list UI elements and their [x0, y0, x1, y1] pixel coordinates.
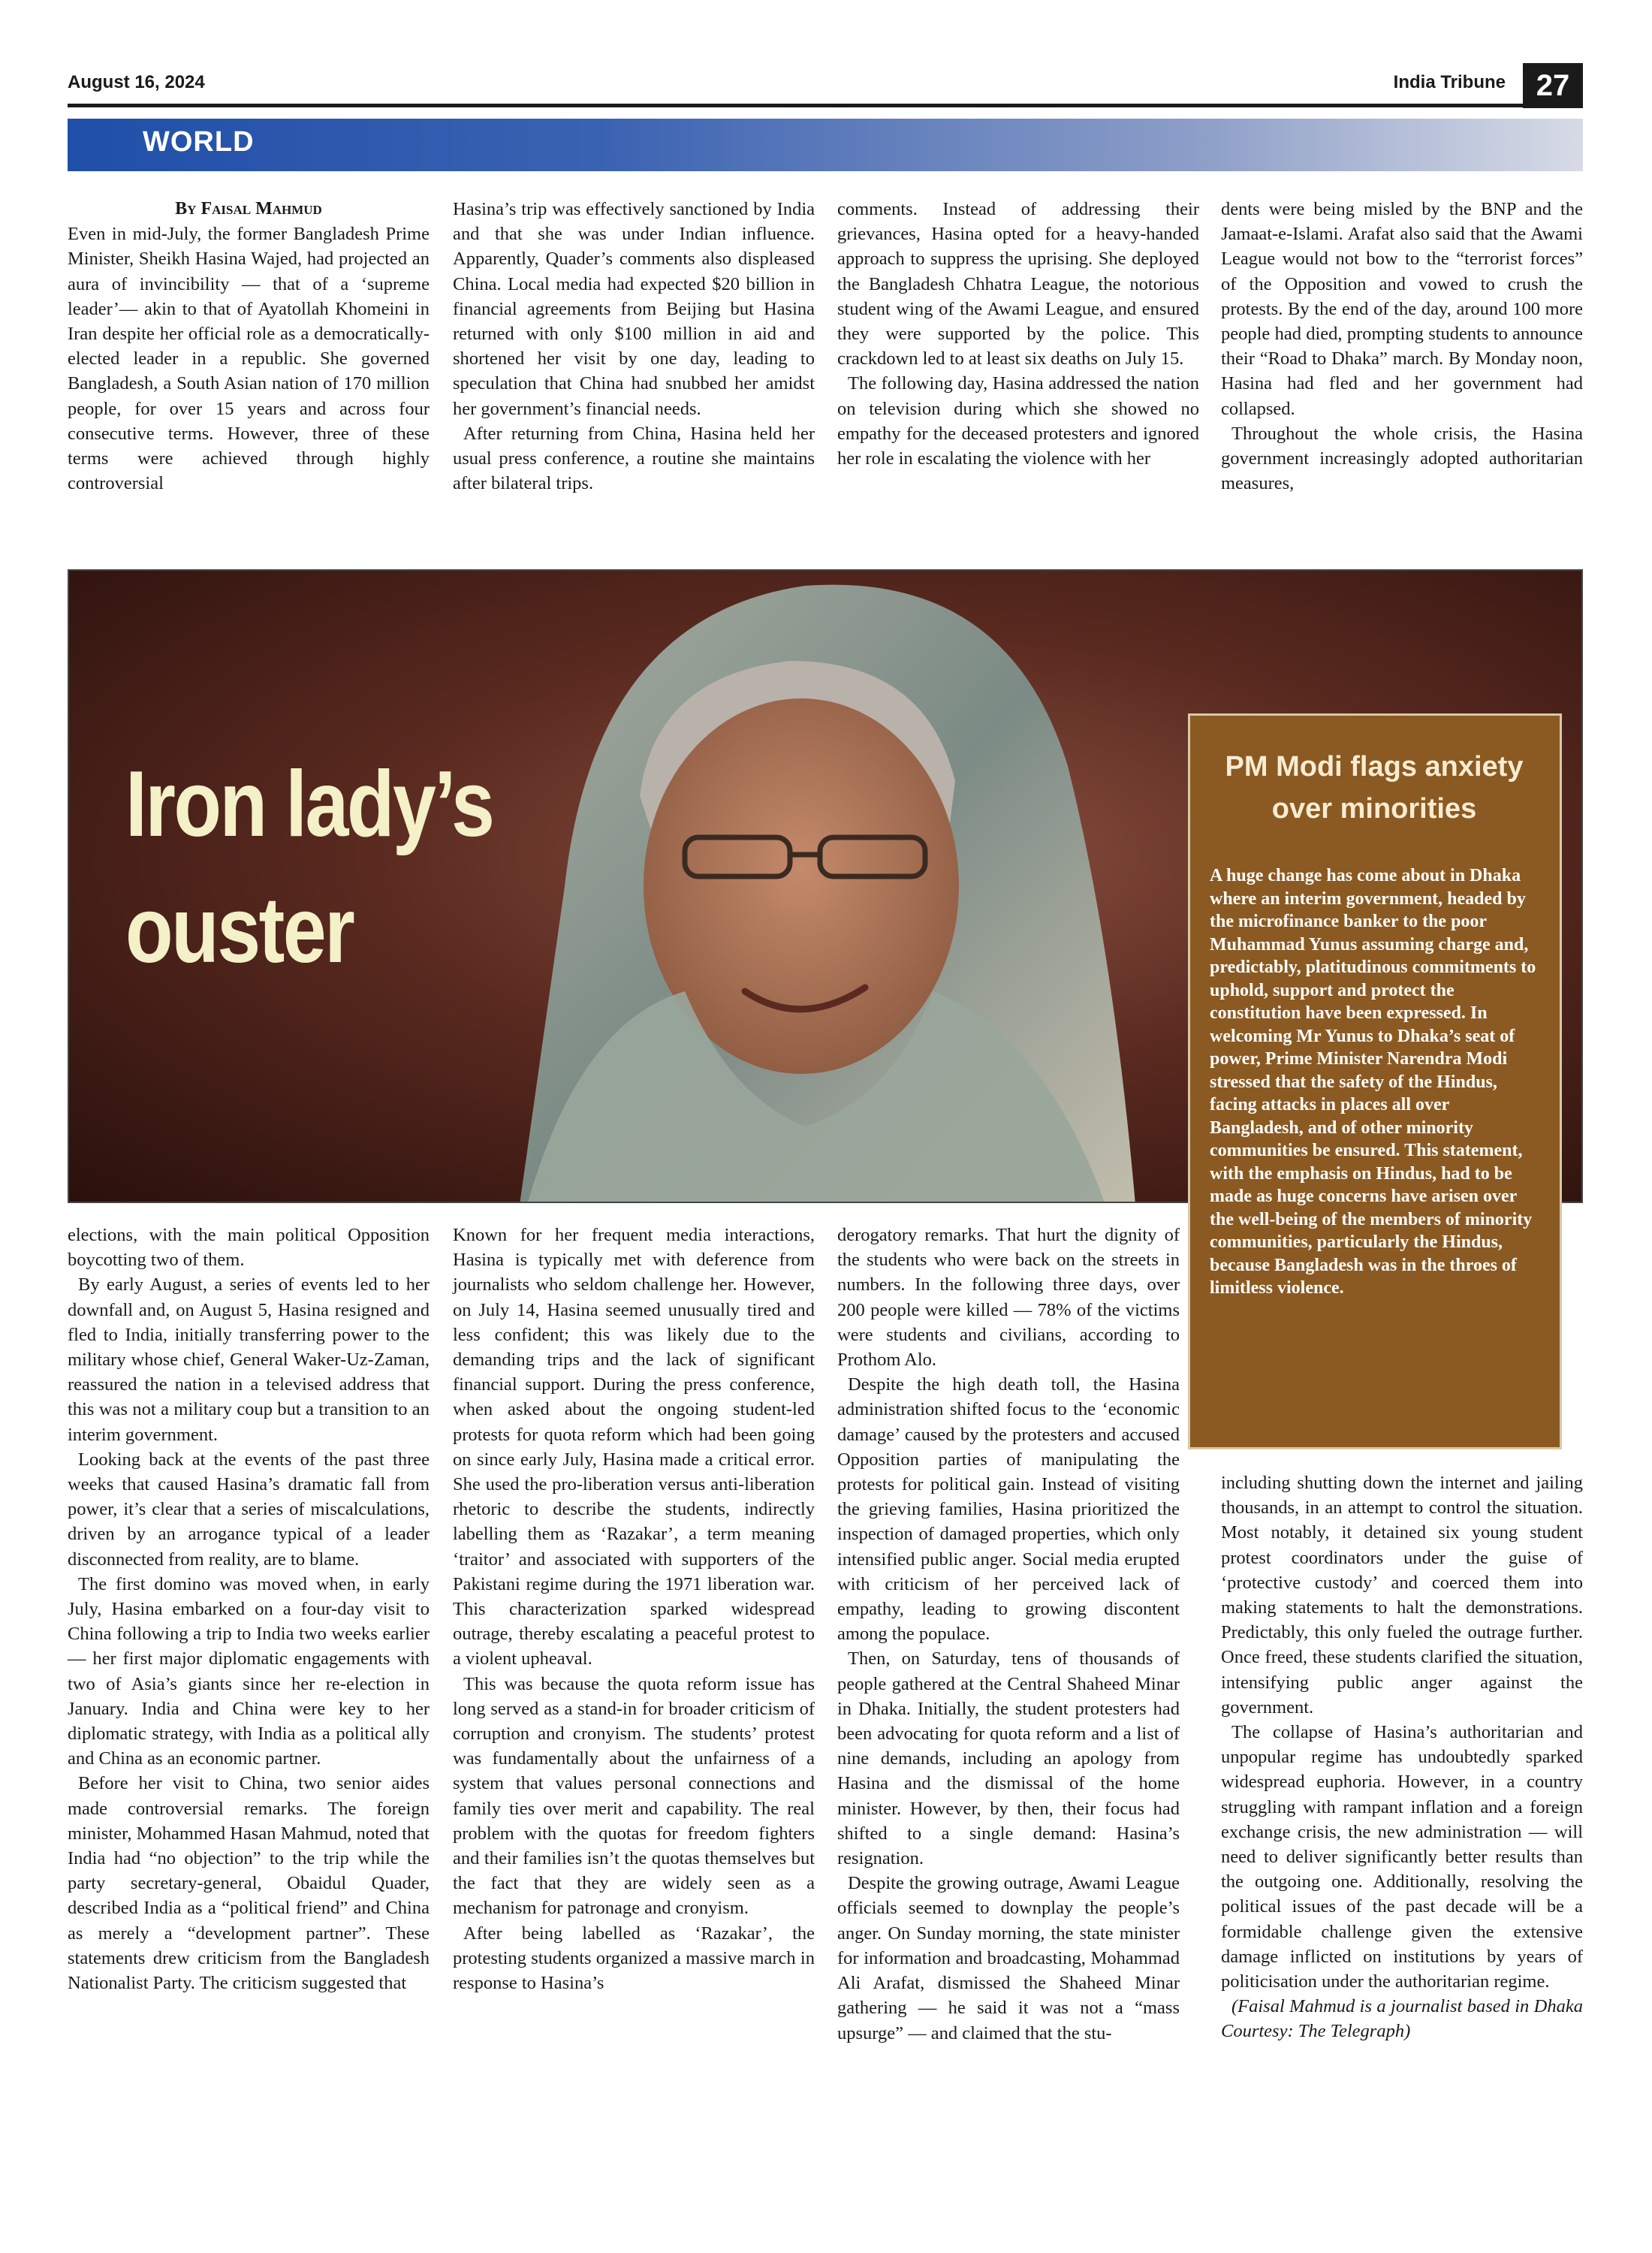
publication-name: India Tribune — [1393, 72, 1506, 92]
headline — [125, 741, 567, 994]
paragraph: Throughout the whole crisis, the Hasina government increasingly adopted authoritarian measures, — [1221, 423, 1583, 494]
byline: By Faisal Mahmud — [175, 199, 322, 219]
paragraph: Known for her frequent media interactions, Hasina is typically met with deference from journalists who seldom challenge her. However, on July 14, Hasina seemed unusually tired and less confident; this was likely due to the demanding trips and the lack of significant financial support. During the press conference, when asked about the ongoing student-led protests for quota reform which had been going on since early July, Hasina made a critical error. She used the pro-liberation versus anti-liberation rhetoric to describe the students, indirectly labelling them as ‘Razakar’, a term meaning ‘traitor’ and associated with supporters of the Pakistani regime during the 1971 liberation war. This characterization sparked widespread outrage, thereby escalating a peaceful protest to a violent upheaval. — [453, 1225, 815, 1669]
paragraph: After being labelled as ‘Razakar’, the protesting students organized a massive march in response to Hasina’s — [453, 1923, 815, 1994]
headline-line-2: ouster — [125, 879, 354, 982]
sidebar-title-line-2: over minorities — [1271, 793, 1477, 825]
paragraph: dents were being misled by the BNP and the Jamaat-e-Islami. Arafat also said that the Awami League would not bow to the “terrorist forces” of the Opposition and vowed to crush the protests. By the end of the day, around 100 more people had died, prompting students to announce their “Road to Dhaka” march. By Monday noon, Hasina had fled and her government had collapsed. — [1221, 199, 1583, 419]
paragraph: Hasina’s trip was effectively sanctioned by India and that she was under Indian influence. Apparently, Quader’s comments also displeased China. Local media had expected $20 billion in financial agreements from Beijing but Hasina returned with only $100 million in aid and shortened her visit by one day, leading to speculation that China had snubbed her amidst her government’s financial needs. — [453, 199, 815, 419]
sidebar-title — [1210, 746, 1539, 830]
author-credit: (Faisal Mahmud is a journalist based in Dhaka Courtesy: The Telegraph) — [1221, 1996, 1583, 2042]
upper-column-2 — [453, 197, 815, 496]
paragraph: Then, on Saturday, tens of thousands of people gathered at the Central Shaheed Minar in Dhaka. Initially, the student protesters had been advocating for quota reform and a list of nine demands, including an apology from Hasina and the dismissal of the home minister. However, by then, their focus had shifted to a single demand: Hasina’s resignation. — [837, 1648, 1180, 1869]
lower-column-2 — [453, 1223, 815, 1995]
sidebar-title-line-1: PM Modi flags anxiety — [1225, 751, 1524, 783]
sidebar-body: A huge change has come about in Dhaka where an interim government, headed by the microfinance banker to the poor Muhammad Yunus assuming charge and, predictably, platitudinous commitments to uphold, support and protect the constitution have been expressed. In welcoming Mr Yunus to Dhaka’s seat of power, Prime Minister Narendra Modi stressed that the safety of the Hindus, facing attacks in places all over Bangladesh, and of other minority communities be ensured. This statement, with the emphasis on Hindus, had to be made as huge concerns have arisen over the well-being of the members of minority communities, particularly the Hindus, because Bangladesh was in the throes of limitless violence. — [1210, 866, 1536, 1298]
section-band — [68, 119, 1583, 171]
paragraph: elections, with the main political Opposition boycotting two of them. — [68, 1225, 430, 1271]
upper-column-3 — [837, 197, 1199, 471]
upper-column-4 — [1221, 197, 1583, 496]
paragraph: derogatory remarks. That hurt the dignity of the students who were back on the streets in numbers. In the following three days, over 200 people were killed — 78% of the victims were students and civilians, according to Prothom Alo. — [837, 1225, 1180, 1371]
issue-date: August 16, 2024 — [68, 72, 205, 92]
headline-line-1: Iron lady’s — [125, 753, 493, 856]
page-number: 27 — [1523, 63, 1583, 108]
paragraph: By early August, a series of events led to her downfall and, on August 5, Hasina resigned and fled to India, initially transferring power to the military whose chief, General Waker-Uz-Zaman, reassured the nation in a televised address that this was not a military coup but a transition to an interim government. — [68, 1274, 430, 1445]
paragraph: Despite the high death toll, the Hasina administration shifted focus to the ‘economic damage’ caused by the protesters and accused Opposition parties of manipulating the protests for political gain. Instead of visiting the grieving families, Hasina prioritized the inspection of damaged properties, which only intensified public anger. Social media erupted with criticism of her perceived lack of empathy, leading to growing discontent among the populace. — [837, 1374, 1180, 1645]
lower-column-1 — [68, 1223, 430, 1995]
paragraph: comments. Instead of addressing their grievances, Hasina opted for a heavy-handed approach to suppress the uprising. She deployed the Bangladesh Chhatra League, the notorious student wing of the Awami League, and ensured they were supported by the police. This crackdown led to at least six deaths on July 15. — [837, 199, 1199, 369]
paragraph: After returning from China, Hasina held her usual press conference, a routine she maintains after bilateral trips. — [453, 423, 815, 494]
paragraph: including shutting down the internet and jailing thousands, in an attempt to control the situation. Most notably, it detained six young student protest coordinators under the guise of ‘protective custody’ and coerced them into making statements to halt the demonstrations. Predictably, this only fueled the outrage further. Once freed, these students clarified the situation, intensifying public anger against the government. — [1221, 1473, 1583, 1718]
lower-column-3 — [837, 1223, 1180, 2046]
lower-column-4 — [1221, 1470, 1583, 2044]
paragraph: Even in mid-July, the former Bangladesh Prime Minister, Sheikh Hasina Wajed, had projected an aura of invincibility — that of a ‘supreme leader’— akin to that of Ayatollah Khomeini in Iran despite her official role as a democratically-elected leader in a republic. She governed Bangladesh, a South Asian nation of 170 million people, for over 15 years and across four consecutive terms. However, three of these terms were achieved through highly controversial — [68, 224, 430, 494]
paragraph: Before her visit to China, two senior aides made controversial remarks. The foreign minister, Mohammed Hasan Mahmud, noted that India had “no objection” to the trip while the party secretary-general, Obaidul Quader, described India as a “political friend” and China as merely a “development partner”. These statements drew criticism from the Bangladesh Nationalist Party. The criticism suggested that — [68, 1773, 430, 1994]
paragraph: Looking back at the events of the past three weeks that caused Hasina’s dramatic fall from power, it’s clear that a series of miscalculations, driven by an arrogance typical of a leader disconnected from reality, are to blame. — [68, 1449, 430, 1570]
upper-column-1 — [68, 197, 430, 496]
paragraph: The following day, Hasina addressed the nation on television during which she showed no empathy for the deceased protesters and ignored her role in escalating the violence with her — [837, 373, 1199, 469]
sidebar-box — [1188, 713, 1562, 1449]
paragraph: This was because the quota reform issue has long served as a stand-in for broader criticism of corruption and cronyism. The students’ protest was fundamentally about the unfairness of a system that values personal connections and family ties over merit and capability. The real problem with the quotas for freedom fighters and their families isn’t the quotas themselves but the fact that they are widely seen as a mechanism for patronage and cronyism. — [453, 1673, 815, 1919]
header-rule — [68, 104, 1583, 107]
paragraph: The first domino was moved when, in early July, Hasina embarked on a four-day visit to China following a trip to India two weeks earlier — her first major diplomatic engagements with two of Asia’s giants since her re-election in January. India and China were key to her diplomatic strategy, with India as a political ally and China as an economic partner. — [68, 1573, 430, 1769]
paragraph: The collapse of Hasina’s authoritarian and unpopular regime has undoubtedly sparked widespread euphoria. However, in a country struggling with rampant inflation and a foreign exchange crisis, the new administration — will need to deliver significantly better results than the outgoing one. Additionally, resolving the political issues of the past decade will be a formidable challenge given the extensive damage inflicted on institutions by years of politicisation under the authoritarian regime. — [1221, 1722, 1583, 1992]
section-label: WORLD — [143, 126, 255, 158]
paragraph: Despite the growing outrage, Awami League officials seemed to downplay the people’s anger. On Sunday morning, the state minister for information and broadcasting, Mohammad Ali Arafat, dismissed the Shaheed Minar gathering — he said it was not a “mass upsurge” — and claimed that the stu- — [837, 1873, 1180, 2043]
